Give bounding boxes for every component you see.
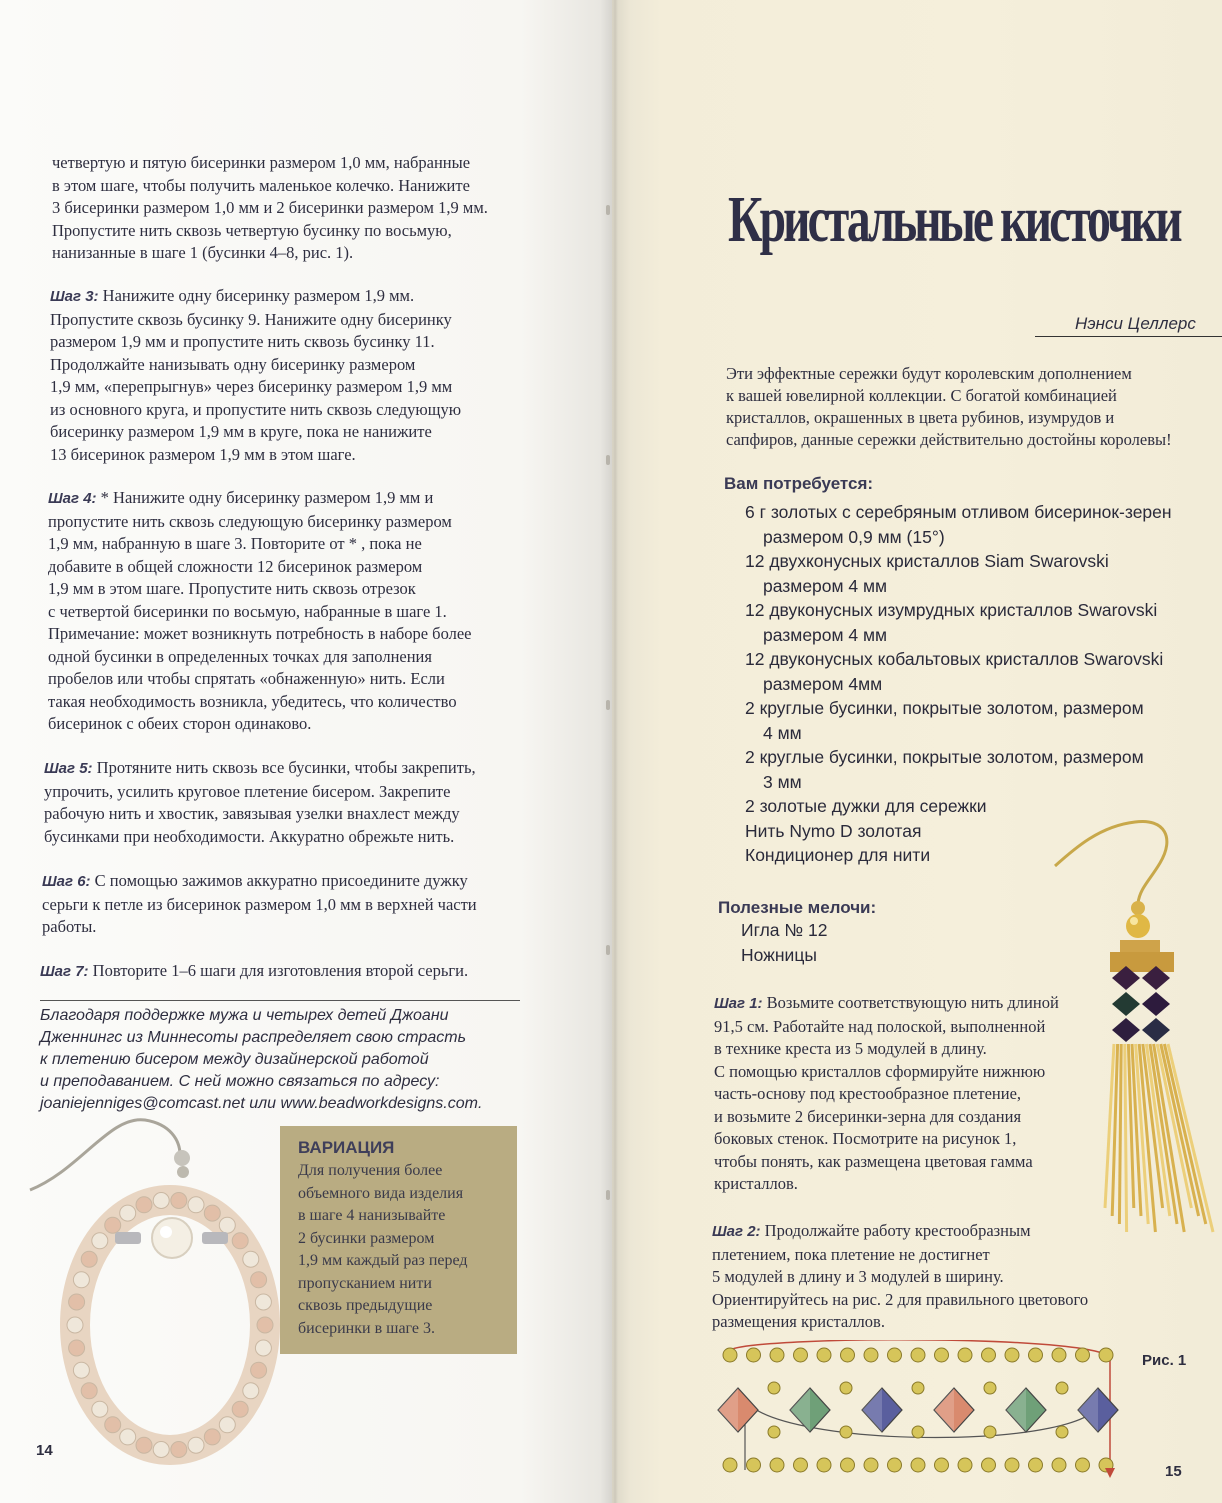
list-item: Кондиционер для нити: [745, 845, 931, 865]
text-line: Возьмите соответствующую нить длиной: [766, 993, 1059, 1012]
crystal-facet: [934, 1388, 954, 1432]
text-line: 1,9 мм в этом шаге. Пропустите нить сквозь отрезок: [48, 579, 416, 598]
seed-bead: [794, 1458, 808, 1472]
seed-bead: [219, 1217, 235, 1233]
step-7: [40, 960, 585, 984]
text-line: часть-основу под крестообразное плетение,: [714, 1084, 1022, 1103]
page-number: 14: [36, 1442, 53, 1459]
seed-bead: [768, 1382, 780, 1394]
seed-bead: [984, 1426, 996, 1438]
seed-bead: [794, 1348, 808, 1362]
text-line: боковых стенок. Посмотрите на рисунок 1,: [714, 1129, 1017, 1148]
text-line: серьги к петле из бисеринок размером 1,0 мм в верхней части: [42, 894, 477, 914]
materials-heading: Вам потребуется:: [724, 474, 874, 493]
seed-bead: [840, 1382, 852, 1394]
seed-bead: [723, 1348, 737, 1362]
step-3: [50, 285, 570, 466]
seed-bead: [958, 1348, 972, 1362]
text-line: сквозь предыдущие: [298, 1297, 433, 1314]
author-name: Нэнси Целлерс: [1075, 314, 1196, 333]
text-line: Повторите 1–6 шаги для изготовления второй серьги.: [92, 961, 469, 980]
fringe-strand: [1125, 1044, 1127, 1232]
list-item: 2 золотые дужки для сережки: [745, 796, 987, 816]
seed-bead: [817, 1458, 831, 1472]
seed-bead: [747, 1348, 761, 1362]
text-line: Протяните нить сквозь все бусинки, чтобы закрепить,: [96, 758, 476, 777]
step-4: [48, 487, 578, 736]
seed-bead: [219, 1417, 235, 1433]
list-item: размером 4мм: [763, 673, 883, 694]
step-label: Шаг 5:: [44, 760, 93, 777]
text-line: нанизанные в шаге 1 (бусинки 4–8, рис. 1).: [52, 243, 354, 262]
seed-bead: [73, 1362, 89, 1378]
seed-bead: [171, 1193, 187, 1209]
text-line: 13 бисеринок размером 1,9 мм в этом шаге.: [50, 444, 356, 464]
seed-bead: [92, 1233, 108, 1249]
text-line: С помощью зажимов аккуратно присоедините дужку: [94, 871, 468, 890]
text-line: и возьмите 2 бисеринки-зерна для создания: [714, 1106, 1022, 1126]
text-line: с четвертой бисеринки по восьмую, набранные в шаге 1.: [48, 601, 447, 621]
text-line: размещения кристаллов.: [712, 1312, 885, 1331]
list-item: 12 двуконусных изумрудных кристаллов Swarovski: [745, 600, 1158, 620]
crystal-facet: [1078, 1388, 1098, 1432]
binding-stitch: [606, 1190, 610, 1200]
page-number: 15: [1165, 1463, 1182, 1480]
seed-bead: [935, 1348, 949, 1362]
seed-bead: [1076, 1348, 1090, 1362]
step-label: Шаг 2:: [712, 1223, 761, 1240]
intro-text: [726, 363, 1206, 451]
figure-label: Рис. 1: [1142, 1352, 1187, 1369]
continued-text: [52, 152, 552, 265]
binding-stitch: [606, 945, 610, 955]
text-line: Нанижите одну бисеринку размером 1,9 мм.: [102, 286, 415, 305]
seed-bead: [1052, 1348, 1066, 1362]
seed-bead: [232, 1401, 248, 1417]
seed-bead: [770, 1458, 784, 1472]
seed-bead: [81, 1383, 97, 1399]
seed-bead: [73, 1272, 89, 1288]
seed-bead: [817, 1348, 831, 1362]
author-bio: [40, 1000, 520, 1115]
seed-bead: [255, 1294, 271, 1310]
seed-bead: [120, 1429, 136, 1445]
figure-1-diagram: [700, 1340, 1180, 1480]
text-line: в шаге 4 нанизывайте: [298, 1207, 446, 1224]
step-label: Шаг 4:: [48, 490, 97, 507]
text-line: Ориентируйтесь на рис. 2 для правильного цветового: [712, 1289, 1089, 1309]
seed-bead: [120, 1205, 136, 1221]
seed-bead: [69, 1294, 85, 1310]
seed-bead: [257, 1317, 273, 1333]
seed-bead: [69, 1340, 85, 1356]
seed-bead: [251, 1362, 267, 1378]
seed-bead: [1052, 1458, 1066, 1472]
text-line: 2 бусинки размером: [298, 1229, 435, 1247]
text-line: Продолжайте работу крестообразным: [764, 1221, 1031, 1240]
binding-stitch: [606, 455, 610, 465]
seed-bead: [1099, 1348, 1113, 1362]
list-item: 6 г золотых с серебряным отливом бисеринок-зерен: [745, 502, 1172, 522]
seed-bead: [912, 1426, 924, 1438]
seed-bead: [1005, 1458, 1019, 1472]
seed-bead: [1029, 1458, 1043, 1472]
text-line: Продолжайте нанизывать одну бисеринку размером: [50, 354, 416, 374]
seed-bead: [243, 1383, 259, 1399]
text-line: кристаллов, окрашенных в цвета рубинов, изумрудов и: [726, 408, 1115, 427]
list-item: 12 двухконусных кристаллов Siam Swarovski: [745, 551, 1109, 571]
seed-bead: [188, 1197, 204, 1213]
text-line: из основного круга, и пропустите нить сквозь следующую: [50, 399, 462, 419]
seed-bead: [911, 1348, 925, 1362]
seed-bead: [251, 1272, 267, 1288]
list-item: 2 круглые бусинки, покрытые золотом, размером: [745, 698, 1144, 718]
seed-bead: [864, 1458, 878, 1472]
seed-bead: [1056, 1426, 1068, 1438]
text-line: 5 модулей в длину и 3 модулей в ширину.: [712, 1267, 1004, 1286]
text-line: такая необходимость возникла, убедитесь, что количество: [48, 691, 457, 711]
fringe-strand: [1164, 1044, 1205, 1224]
text-line: плетением, пока плетение не достигнет: [712, 1244, 990, 1264]
step-label: Шаг 7:: [40, 963, 89, 980]
tools-list: [741, 918, 941, 967]
text-line: работы.: [42, 917, 97, 936]
variation-box: [280, 1126, 517, 1354]
text-line: бисеринки в шаге 3.: [298, 1319, 435, 1337]
step-5: [44, 757, 584, 848]
text-line: добавите в общей сложности 12 бисеринок размером: [48, 556, 423, 576]
seed-bead: [153, 1442, 169, 1458]
text-line: кристаллов.: [714, 1174, 798, 1193]
text-line: размером 1,9 мм и пропустите нить сквозь бусинку 11.: [50, 332, 435, 351]
seed-bead: [81, 1251, 97, 1267]
step-label: Шаг 6:: [42, 873, 91, 890]
list-item: 12 двуконусных кобальтовых кристаллов Swarovski: [745, 649, 1164, 669]
list-item: Нить Nymo D золотая: [745, 820, 922, 841]
text-line: 1,9 мм, набранную в шаге 3. Повторите от * , пока не: [48, 534, 422, 553]
seed-bead: [1029, 1348, 1043, 1362]
seed-bead: [204, 1429, 220, 1445]
text-line: 3 бисеринки размером 1,0 мм и 2 бисеринки размером 1,9 мм.: [52, 198, 488, 217]
text-line: 91,5 см. Работайте над полоской, выполненной: [714, 1016, 1046, 1036]
text-line: пропустите нить сквозь следующую бисеринку размером: [48, 511, 452, 531]
seed-bead: [1056, 1382, 1068, 1394]
text-line: бусинками при необходимости. Аккуратно обрежьте нить.: [44, 826, 455, 846]
crystal-facet: [1006, 1388, 1026, 1432]
seed-bead: [171, 1442, 187, 1458]
seed-bead: [188, 1437, 204, 1453]
seed-bead: [912, 1382, 924, 1394]
text-line: С помощью кристаллов сформируйте нижнюю: [714, 1061, 1046, 1081]
text-line: Пропустите сквозь бусинку 9. Нанижите одну бисеринку: [50, 309, 452, 329]
text-line: Примечание: может возникнуть потребность в наборе более: [48, 624, 472, 643]
seed-bead: [105, 1417, 121, 1433]
seed-bead: [136, 1437, 152, 1453]
fringe-strand: [1119, 1044, 1121, 1224]
list-item: размером 4 мм: [763, 624, 888, 645]
text-line: объемного вида изделия: [298, 1184, 464, 1202]
text-line: * Нанижите одну бисеринку размером 1,9 мм и: [100, 488, 434, 507]
seed-bead: [982, 1348, 996, 1362]
author-rule: [1035, 336, 1222, 349]
text-line: 1,9 мм каждый раз перед: [298, 1252, 468, 1269]
bio-line: Благодаря поддержке мужа и четырех детей Джоани: [40, 1007, 449, 1024]
seed-bead: [984, 1382, 996, 1394]
list-item: Ножницы: [741, 944, 817, 965]
text-line: пробелов или чтобы спрятать «обнаженную» нить. Если: [48, 669, 445, 688]
crystal-facet: [862, 1388, 882, 1432]
binding-stitch: [606, 700, 610, 710]
text-line: Пропустите нить сквозь четвертую бусинку по восьмую,: [52, 220, 452, 240]
seed-bead: [935, 1458, 949, 1472]
seed-bead: [982, 1458, 996, 1472]
seed-bead: [255, 1340, 271, 1356]
variation-text: [298, 1160, 499, 1340]
list-item: 4 мм: [763, 722, 802, 743]
seed-bead: [747, 1458, 761, 1472]
text-line: в этом шаге, чтобы получить маленькое колечко. Нанижите: [52, 175, 470, 195]
tools-heading: Полезные мелочи:: [718, 898, 877, 917]
seed-bead: [723, 1458, 737, 1472]
text-line: рабочую нить и хвостик, завязывая узелки внахлест между: [44, 804, 460, 823]
text-line: бисеринок с обеих сторон одинаково.: [48, 714, 312, 733]
pearl-earring-photo: [20, 1110, 280, 1470]
list-item: размером 4 мм: [763, 575, 888, 596]
seed-bead: [204, 1205, 220, 1221]
text-line: одной бусинки в определенных точках для заполнения: [48, 646, 432, 666]
seed-bead: [841, 1458, 855, 1472]
seed-bead: [911, 1458, 925, 1472]
text-line: упрочить, усилить круговое плетение бисером. Закрепите: [44, 781, 451, 801]
list-item: размером 0,9 мм (15°): [763, 526, 945, 547]
list-item: 2 круглые бусинки, покрытые золотом, размером: [745, 747, 1144, 767]
seed-bead: [1076, 1458, 1090, 1472]
seed-bead: [888, 1458, 902, 1472]
text-line: бисеринку размером 1,9 мм в круге, пока не нанижите: [50, 422, 432, 441]
step-label: Шаг 1:: [714, 995, 763, 1012]
text-line: пропусканием нити: [298, 1274, 432, 1292]
seed-bead: [136, 1197, 152, 1213]
seed-bead: [232, 1233, 248, 1249]
seed-bead: [768, 1426, 780, 1438]
binding-stitch: [606, 205, 610, 215]
seed-bead: [153, 1193, 169, 1209]
step-1: [714, 992, 1094, 1196]
seed-bead: [864, 1348, 878, 1362]
text-line: сапфиров, данные сережки действительно достойны королевы!: [726, 430, 1172, 449]
list-item: Игла № 12: [741, 920, 828, 940]
seed-bead: [92, 1401, 108, 1417]
text-line: к вашей ювелирной коллекции. С богатой комбинацией: [726, 386, 1117, 405]
bio-line: и преподаванием. С ней можно связаться по адресу:: [40, 1073, 440, 1090]
text-line: четвертую и пятую бисеринки размером 1,0 мм, набранные: [52, 153, 471, 172]
arrow-icon: [1105, 1468, 1115, 1478]
seed-bead: [840, 1426, 852, 1438]
bio-line: Дженнингс из Миннесоты распределяет свою страсть: [40, 1029, 466, 1046]
seed-bead: [243, 1251, 259, 1267]
text-line: чтобы понять, как размещена цветовая гамма: [714, 1151, 1033, 1171]
bio-line: joaniejenniges@comcast.net или www.beadworkdesigns.com.: [40, 1095, 483, 1112]
crystal-facet: [718, 1388, 738, 1432]
step-2: [712, 1220, 1182, 1334]
text-line: в технике креста из 5 модулей в длину.: [714, 1039, 987, 1058]
seed-bead: [770, 1348, 784, 1362]
text-line: 1,9 мм, «перепрыгнув» через бисеринку размером 1,9 мм: [50, 377, 453, 396]
seed-bead: [841, 1348, 855, 1362]
step-label: Шаг 3:: [50, 288, 99, 305]
text-line: Для получения более: [298, 1162, 443, 1179]
step-6: [42, 870, 587, 939]
text-line: Эти эффектные сережки будут королевским дополнением: [726, 364, 1132, 383]
list-item: 3 мм: [763, 771, 802, 792]
variation-title: ВАРИАЦИЯ: [298, 1138, 395, 1157]
bio-line: к плетению бисером между дизайнерской работой: [40, 1051, 429, 1068]
seed-bead: [1005, 1348, 1019, 1362]
seed-bead: [67, 1317, 83, 1333]
article-title: Кристальные кисточки: [728, 183, 1180, 256]
seed-bead: [958, 1458, 972, 1472]
seed-bead: [105, 1217, 121, 1233]
seed-bead: [888, 1348, 902, 1362]
